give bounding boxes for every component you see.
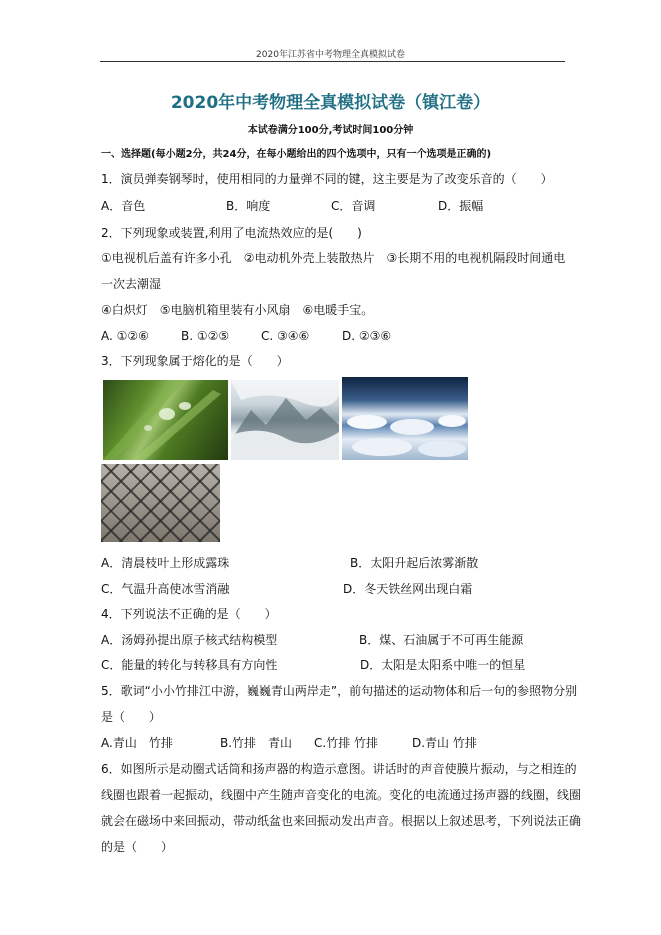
q4-option-c: C．能量的转化与转移具有方向性 xyxy=(101,658,278,672)
header-rule xyxy=(100,61,565,62)
q5-option-d: D.青山 竹排 xyxy=(412,736,477,750)
question-4-stem: 4．下列说法不正确的是（ ） xyxy=(101,607,277,621)
question-3-stem: 3．下列现象属于熔化的是（ ） xyxy=(101,354,289,368)
q3-option-d: D．冬天铁丝网出现白霜 xyxy=(343,582,473,596)
question-6-line4: 的是（ ） xyxy=(101,840,174,854)
question-2-stem: 2．下列现象或装置,利用了电流热效应的是( ) xyxy=(101,226,362,240)
q2-option-a: A. ①②⑥ xyxy=(101,329,149,343)
q1-option-c: C．音调 xyxy=(331,199,376,213)
q4-option-b: B．煤、石油属于不可再生能源 xyxy=(359,633,524,647)
q5-option-c: C.竹排 竹排 xyxy=(314,736,379,750)
question-2-items-line3: ④白炽灯 ⑤电脑机箱里装有小风扇 ⑥电暖手宝。 xyxy=(101,303,374,317)
exam-info: 本试卷满分100分,考试时间100分钟 xyxy=(247,125,414,136)
melting-snow-image xyxy=(342,377,468,460)
q5-option-a: A.青山 竹排 xyxy=(101,736,173,750)
running-header: 2020年江苏省中考物理全真模拟试卷 xyxy=(256,50,405,60)
frost-on-fence-image xyxy=(101,464,220,542)
q5-option-b: B.竹排 青山 xyxy=(220,736,293,750)
q1-option-a: A．音色 xyxy=(101,199,146,213)
q1-option-d: D．振幅 xyxy=(438,199,484,213)
q4-option-a: A．汤姆孙提出原子核式结构模型 xyxy=(101,633,278,647)
q3-option-c: C．气温升高使冰雪消融 xyxy=(101,582,230,596)
q1-option-b: B．响度 xyxy=(226,199,271,213)
q2-option-d: D. ②③⑥ xyxy=(342,329,392,343)
q2-option-b: B. ①②⑤ xyxy=(181,329,230,343)
question-5-stem: 5．歌词“小小竹排江中游，巍巍青山两岸走”，前句描述的运动物体和后一句的参照物分别 xyxy=(101,684,578,698)
question-2-items-line1: ①电视机后盖有许多小孔 ②电动机外壳上装散热片 ③长期不用的电视机隔段时间通电 xyxy=(101,251,566,265)
section-heading: 一、选择题(每小题2分，共24分，在每小题给出的四个选项中，只有一个选项是正确的) xyxy=(101,149,492,160)
q3-option-a: A．清晨枝叶上形成露珠 xyxy=(101,556,230,570)
question-5-stem-cont: 是（ ） xyxy=(101,710,162,724)
question-2-items-line2: 一次去潮湿 xyxy=(101,277,162,291)
q3-option-b: B．太阳升起后浓雾渐散 xyxy=(350,556,479,570)
page-title: 2020年中考物理全真模拟试卷（镇江卷） xyxy=(170,93,491,113)
q2-option-c: C. ③④⑥ xyxy=(261,329,310,343)
question-1-stem: 1．演员弹奏钢琴时，使用相同的力量弹不同的键，这主要是为了改变乐音的（ ） xyxy=(101,172,553,186)
fog-mountains-image xyxy=(231,380,339,460)
dew-on-leaf-image xyxy=(103,380,228,460)
question-6-line2: 线圈也跟着一起振动，线圈中产生随声音变化的电流。变化的电流通过扬声器的线圈，线圈 xyxy=(101,788,582,802)
q4-option-d: D．太阳是太阳系中唯一的恒星 xyxy=(360,658,526,672)
question-6-line3: 就会在磁场中来回振动，带动纸盆也来回振动发出声音。根据以上叙述思考，下列说法正确 xyxy=(101,814,582,828)
question-6-line1: 6．如图所示是动圈式话筒和扬声器的构造示意图。讲话时的声音使膜片振动，与之相连的 xyxy=(101,762,577,776)
